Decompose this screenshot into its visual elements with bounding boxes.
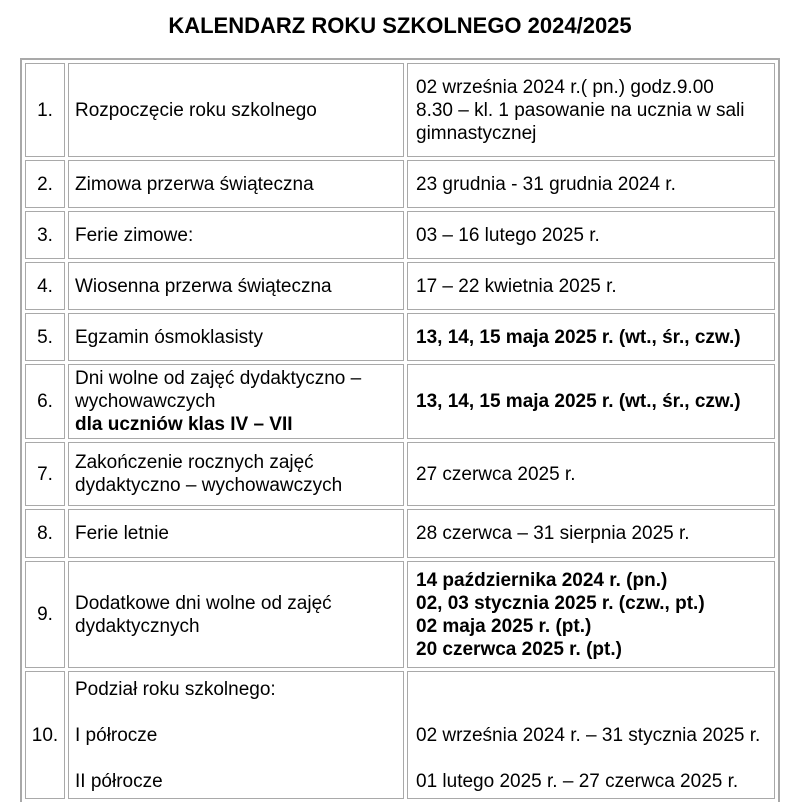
text-line: Zakończenie rocznych zajęć	[75, 452, 314, 473]
row-number-cell	[25, 262, 65, 310]
row-number: 4.	[37, 275, 53, 297]
event-date-cell	[407, 211, 775, 259]
text-line: dla uczniów klas IV – VII	[75, 414, 293, 435]
table-row	[25, 509, 775, 558]
row-number-cell	[25, 211, 65, 259]
text-line	[416, 678, 768, 701]
event-name-cell	[68, 63, 404, 157]
row-number-cell	[25, 509, 65, 558]
text-line	[416, 747, 768, 770]
text-line: dydaktyczno – wychowawczych	[75, 475, 343, 496]
text-line: wychowawczych	[75, 391, 216, 412]
event-date-cell	[407, 63, 775, 157]
text-line: 02 września 2024 r.( pn.) godz.9.00	[416, 76, 714, 98]
table-row	[25, 364, 775, 439]
event-name-cell	[68, 211, 404, 259]
text-line: Dni wolne od zajęć dydaktyczno –	[75, 368, 362, 389]
table-row	[25, 160, 775, 208]
event-date-cell	[407, 313, 775, 361]
text-line: Ferie letnie	[75, 523, 169, 544]
event-name-cell	[68, 671, 404, 799]
text-line: 13, 14, 15 maja 2025 r. (wt., śr., czw.)	[416, 326, 741, 348]
text-line: 02 maja 2025 r. (pt.)	[416, 615, 592, 637]
table-row	[25, 63, 775, 157]
text-line: Rozpoczęcie roku szkolnego	[75, 99, 317, 121]
text-line: Podział roku szkolnego:	[75, 678, 276, 700]
row-number-cell	[25, 160, 65, 208]
text-line: 03 – 16 lutego 2025 r.	[416, 224, 600, 246]
text-line: 17 – 22 kwietnia 2025 r.	[416, 275, 617, 297]
event-name-cell	[68, 160, 404, 208]
event-name-cell	[68, 262, 404, 310]
table-row	[25, 313, 775, 361]
row-number-cell	[25, 442, 65, 506]
table-row	[25, 211, 775, 259]
calendar-table	[20, 58, 780, 802]
table-row	[25, 671, 775, 799]
event-name-cell	[68, 442, 404, 506]
text-line	[75, 701, 397, 724]
page-title: KALENDARZ ROKU SZKOLNEGO 2024/2025	[168, 13, 632, 38]
row-number: 10.	[31, 724, 59, 746]
row-number: 8.	[37, 523, 53, 544]
row-number-cell	[25, 313, 65, 361]
event-date-cell	[407, 442, 775, 506]
text-line: I półrocze	[75, 724, 158, 746]
row-number-cell	[25, 561, 65, 668]
row-number: 1.	[37, 99, 53, 121]
event-name-cell	[68, 364, 404, 439]
text-line: Wiosenna przerwa świąteczna	[75, 275, 332, 297]
text-line: gimnastycznej	[416, 122, 537, 144]
text-line: Dodatkowe dni wolne od zajęć	[75, 592, 332, 614]
text-line: 01 lutego 2025 r. – 27 czerwca 2025 r.	[416, 770, 739, 792]
event-name-cell	[68, 561, 404, 668]
row-number-cell	[25, 63, 65, 157]
text-line: 14 października 2024 r. (pn.)	[416, 569, 668, 591]
text-line: 20 czerwca 2025 r. (pt.)	[416, 638, 622, 660]
row-number: 3.	[37, 224, 53, 246]
text-line: II półrocze	[75, 770, 163, 792]
row-number: 7.	[37, 463, 53, 485]
text-line	[75, 747, 397, 770]
text-line: 28 czerwca – 31 sierpnia 2025 r.	[416, 523, 690, 544]
table-row	[25, 442, 775, 506]
event-date-cell	[407, 262, 775, 310]
text-line: 13, 14, 15 maja 2025 r. (wt., śr., czw.)	[416, 391, 741, 412]
table-row	[25, 561, 775, 668]
text-line	[416, 701, 768, 724]
text-line: 27 czerwca 2025 r.	[416, 463, 576, 485]
row-number: 6.	[37, 391, 53, 412]
row-number-cell	[25, 364, 65, 439]
event-date-cell	[407, 160, 775, 208]
text-line: Zimowa przerwa świąteczna	[75, 173, 314, 195]
event-date-cell	[407, 561, 775, 668]
text-line: dydaktycznych	[75, 615, 200, 637]
event-date-cell	[407, 509, 775, 558]
event-name-cell	[68, 313, 404, 361]
table-row	[25, 262, 775, 310]
event-name-cell	[68, 509, 404, 558]
text-line: 02, 03 stycznia 2025 r. (czw., pt.)	[416, 592, 705, 614]
row-number: 2.	[37, 173, 53, 195]
text-line: 23 grudnia - 31 grudnia 2024 r.	[416, 173, 676, 195]
event-date-cell	[407, 671, 775, 799]
event-date-cell	[407, 364, 775, 439]
row-number: 5.	[37, 326, 53, 348]
text-line: 02 września 2024 r. – 31 stycznia 2025 r.	[416, 724, 761, 746]
row-number-cell	[25, 671, 65, 799]
text-line: 8.30 – kl. 1 pasowanie na ucznia w sali	[416, 99, 745, 121]
text-line: Ferie zimowe:	[75, 224, 194, 246]
text-line: Egzamin ósmoklasisty	[75, 326, 263, 348]
row-number: 9.	[37, 604, 53, 625]
